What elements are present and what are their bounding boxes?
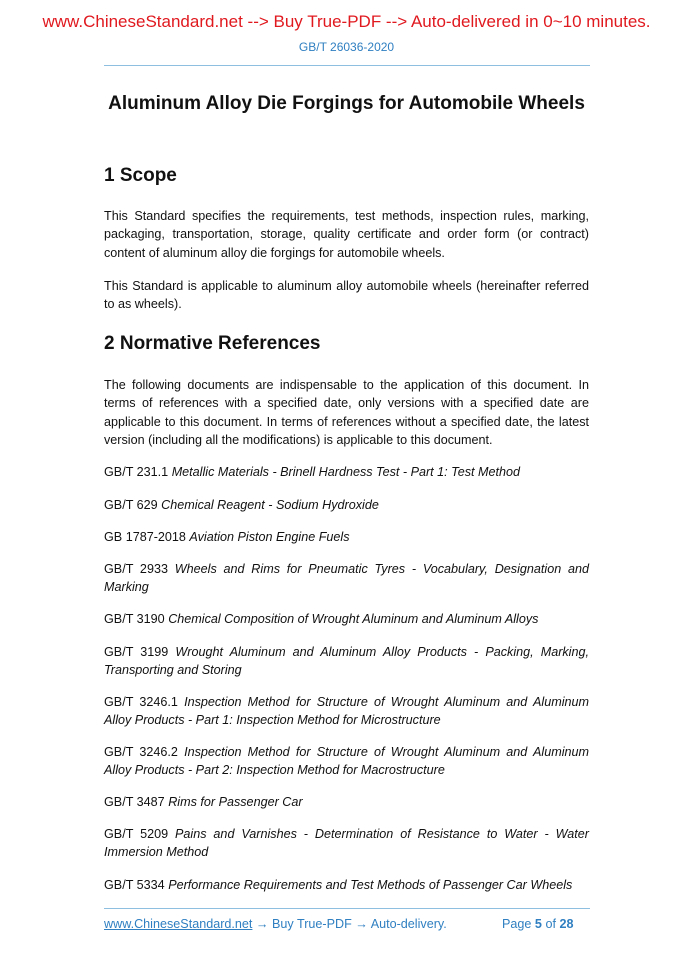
reference-title: Chemical Composition of Wrought Aluminum and Aluminum Alloys [168,612,539,626]
footer-promo [104,917,447,931]
reference-code: GB/T 3190 [104,612,165,626]
footer-promo-text: → Buy True-PDF → Auto-delivery. [252,917,447,931]
reference-item [104,610,589,628]
header-divider [104,65,590,66]
reference-title: Inspection Method for Structure of Wrought Aluminum and Aluminum Alloy Products - Part 2: Inspection Method for Macrostructure [104,745,589,778]
reference-item [104,825,589,862]
reference-code: GB 1787-2018 [104,530,186,544]
reference-code: GB/T 5209 [104,827,169,841]
reference-title: Inspection Method for Structure of Wrought Aluminum and Aluminum Alloy Products - Part 1: Inspection Method for Microstructure [104,695,589,728]
total-pages: 28 [559,917,574,931]
reference-code: GB/T 5334 [104,878,165,892]
reference-code: GB/T 629 [104,498,158,512]
reference-item [104,528,589,546]
reference-title: Rims for Passenger Car [168,795,303,809]
reference-item [104,643,589,680]
promo-banner[interactable]: www.ChineseStandard.net --> Buy True-PDF --> Auto-delivered in 0~10 minutes. [42,12,651,31]
reference-code: GB/T 3487 [104,795,165,809]
page-label: Page [502,917,532,931]
reference-title: Wrought Aluminum and Aluminum Alloy Products - Packing, Marking, Transporting and Storing [104,645,589,678]
reference-title: Performance Requirements and Test Methods of Passenger Car Wheels [168,878,573,892]
reference-item [104,496,589,514]
scope-paragraph: This Standard is applicable to aluminum alloy automobile wheels (hereinafter referred to as wheels). [104,279,589,312]
reference-item [104,743,589,780]
reference-title: Metallic Materials - Brinell Hardness Test - Part 1: Test Method [171,465,521,479]
footer-divider [104,908,590,909]
current-page: 5 [534,917,542,931]
reference-code: GB/T 3199 [104,645,169,659]
reference-code: GB/T 3246.2 [104,745,178,759]
reference-title: Pains and Varnishes - Determination of Resistance to Water - Water Immersion Method [104,827,589,860]
reference-item [104,560,589,597]
standard-number: GB/T 26036-2020 [298,40,395,54]
footer-link[interactable]: www.ChineseStandard.net [104,917,253,931]
of-label: of [545,917,556,931]
reference-code: GB/T 3246.1 [104,695,178,709]
reference-item [104,793,589,811]
document-title: Aluminum Alloy Die Forgings for Automobile Wheels [108,93,585,114]
scope-paragraph: This Standard specifies the requirements, test methods, inspection rules, marking, packaging, transportation, storage, quality certificate and order form (or contract) content of aluminum alloy die forgings for automobile wheels. [104,209,589,260]
reference-item [104,876,589,894]
normative-paragraph: The following documents are indispensable to the application of this document. In terms of references with a specified date, only versions with a specified date are applicable to this document. In terms of references without a specified date, the latest version (including all the modifications) is applicable to this document. [104,378,589,447]
reference-title: Aviation Piston Engine Fuels [189,530,350,544]
reference-code: GB/T 231.1 [104,465,169,479]
reference-item [104,463,589,481]
page-indicator [502,917,573,931]
reference-code: GB/T 2933 [104,562,168,576]
section-heading-scope: 1 Scope [104,165,177,186]
reference-title: Wheels and Rims for Pneumatic Tyres - Vocabulary, Designation and Marking [104,562,589,595]
reference-item [104,693,589,730]
section-heading-normative-references: 2 Normative References [104,333,321,354]
reference-title: Chemical Reagent - Sodium Hydroxide [161,498,379,512]
